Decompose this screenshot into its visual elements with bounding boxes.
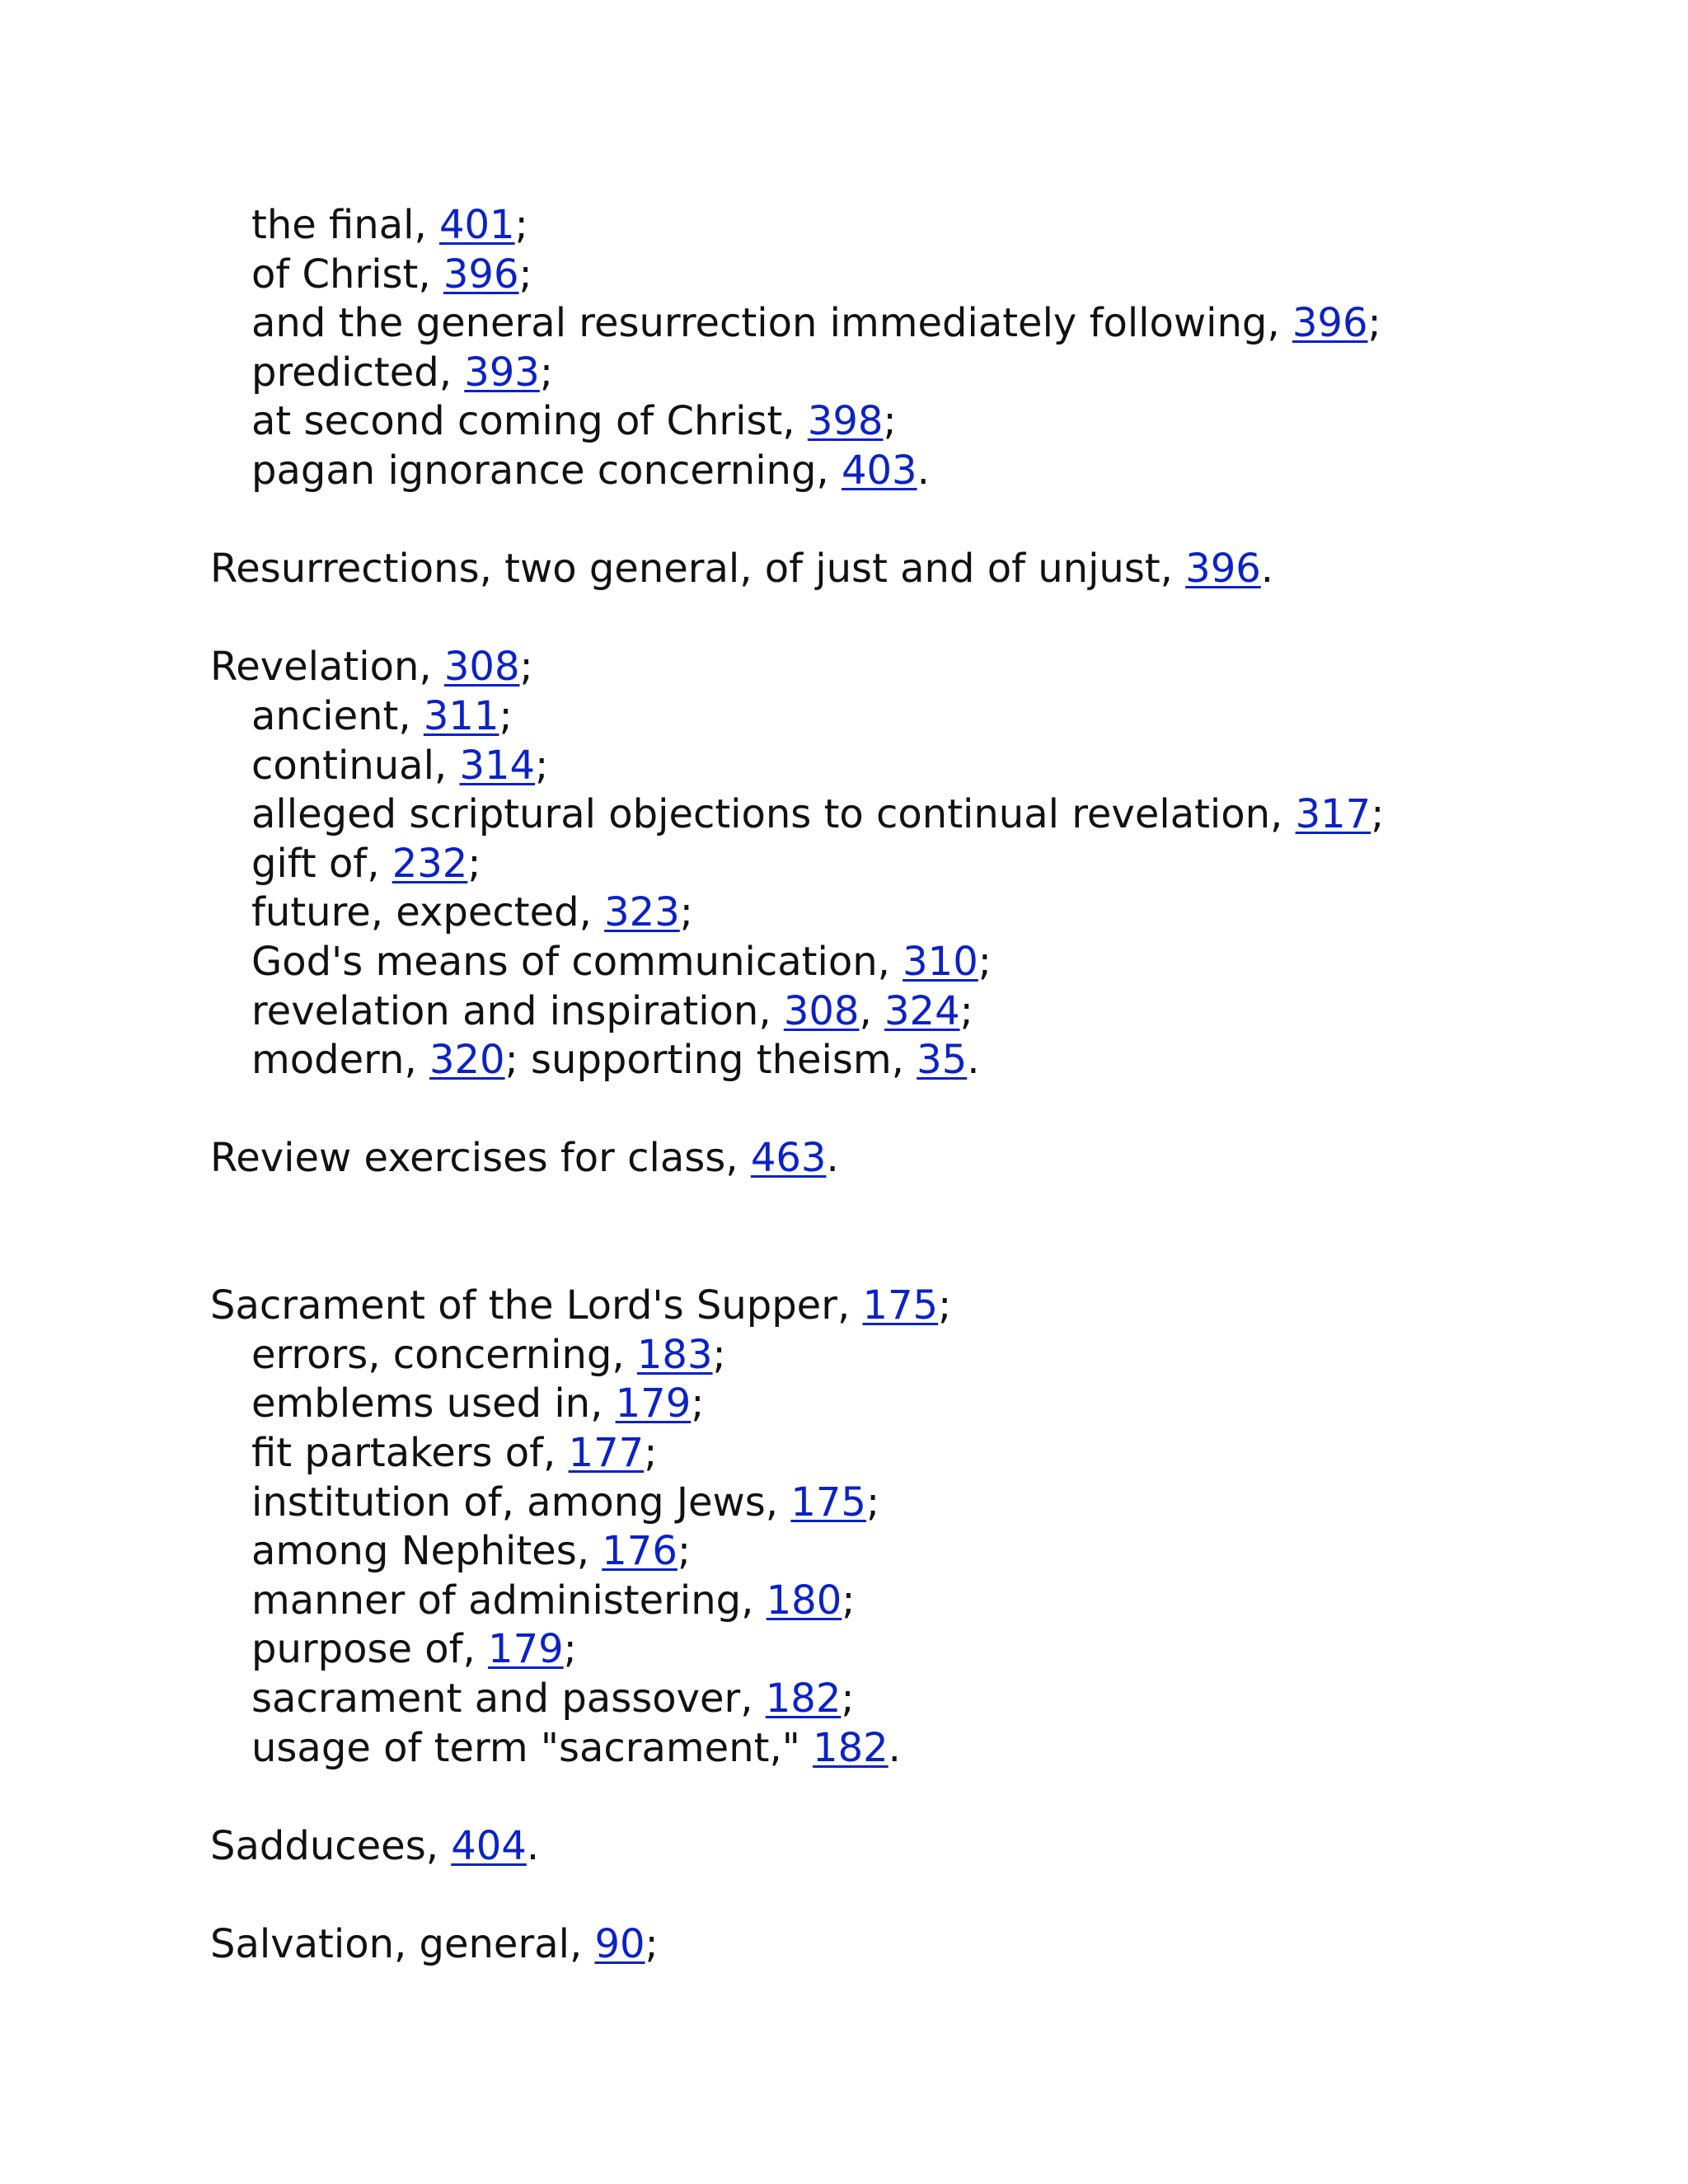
index-subentry (251, 200, 528, 250)
entry-text: . (967, 1037, 980, 1083)
entry-text: ; (563, 1626, 577, 1672)
index-subentry (251, 937, 992, 987)
page-link[interactable]: 396 (443, 251, 519, 298)
entry-text: Resurrections, two general, of just and of unjust, (210, 546, 1186, 592)
entry-text: ; (691, 1380, 705, 1427)
index-entry (210, 1821, 539, 1871)
entry-text: Salvation, general, (210, 1921, 595, 1967)
entry-text: and the general resurrection immediately following, (251, 300, 1292, 346)
page-link[interactable]: 324 (884, 988, 960, 1034)
page-link[interactable]: 393 (464, 349, 540, 396)
entry-text: ; (1367, 300, 1381, 346)
entry-text: ; (841, 1675, 855, 1722)
entry-text: ; (679, 889, 693, 935)
page-link[interactable]: 35 (917, 1037, 968, 1083)
index-entry (210, 642, 533, 691)
index-subentry (251, 691, 513, 741)
entry-text: fit partakers of, (251, 1430, 569, 1476)
page-link[interactable]: 320 (429, 1037, 505, 1083)
page-link[interactable]: 179 (488, 1626, 564, 1672)
entry-text: institution of, among Jews, (251, 1479, 791, 1526)
entry-text: among Nephites, (251, 1528, 603, 1574)
entry-text: ; (644, 1430, 658, 1476)
index-subentry (251, 1674, 855, 1723)
index-subentry (251, 1624, 577, 1674)
entry-text: gift of, (251, 841, 392, 887)
entry-text: sacrament and passover, (251, 1675, 766, 1722)
page-link[interactable]: 308 (443, 644, 520, 690)
page-link[interactable]: 310 (903, 939, 978, 985)
entry-text: ; (467, 841, 481, 887)
entry-text: ; (677, 1528, 692, 1574)
entry-text: at second coming of Christ, (251, 398, 808, 444)
index-entry (210, 544, 1273, 593)
index-entry (210, 1281, 951, 1330)
page-link[interactable]: 232 (392, 841, 468, 887)
index-subentry (251, 1526, 691, 1576)
index-subentry (251, 741, 548, 790)
index-entry (210, 1133, 839, 1183)
entry-text: ancient, (251, 693, 424, 739)
index-subentry (251, 1379, 704, 1428)
page-link[interactable]: 175 (790, 1479, 866, 1526)
page-link[interactable]: 308 (783, 988, 860, 1034)
entry-text: , (859, 988, 884, 1034)
entry-text: future, expected, (251, 889, 605, 935)
page-link[interactable]: 396 (1292, 300, 1368, 346)
entry-text: ; (938, 1282, 952, 1329)
entry-text: ; (539, 349, 554, 396)
page-link[interactable]: 176 (602, 1528, 678, 1574)
page-link[interactable]: 317 (1295, 791, 1372, 837)
entry-text: ; supporting theism, (504, 1037, 917, 1083)
entry-text: ; (959, 988, 973, 1034)
entry-text: ; (712, 1332, 726, 1378)
entry-text: ; (535, 743, 549, 789)
entry-text: of Christ, (251, 251, 443, 298)
page-link[interactable]: 398 (807, 398, 884, 444)
index-subentry (251, 1428, 657, 1478)
entry-text: ; (499, 693, 513, 739)
index-subentry (251, 888, 693, 937)
page-link[interactable]: 463 (750, 1135, 827, 1181)
page-link[interactable]: 314 (459, 743, 536, 789)
page-link[interactable]: 90 (594, 1921, 645, 1967)
page-link[interactable]: 403 (841, 448, 917, 494)
entry-text: ; (645, 1921, 659, 1967)
entry-text: errors, concerning, (251, 1332, 637, 1378)
page-link[interactable]: 182 (813, 1725, 889, 1771)
page-link[interactable]: 182 (765, 1675, 842, 1722)
entry-text: ; (1371, 791, 1385, 837)
entry-text: . (526, 1823, 540, 1869)
index-subentry (251, 1723, 901, 1773)
entry-text: ; (519, 644, 533, 690)
entry-text: alleged scriptural objections to continual revelation, (251, 791, 1296, 837)
entry-text: Review exercises for class, (210, 1135, 751, 1181)
entry-text: Revelation, (210, 644, 444, 690)
entry-text: the final, (251, 202, 439, 248)
entry-text: ; (883, 398, 897, 444)
entry-text: . (888, 1725, 901, 1771)
index-subentry (251, 1330, 726, 1380)
entry-text: . (917, 448, 930, 494)
page-link[interactable]: 311 (423, 693, 499, 739)
page-link[interactable]: 180 (766, 1577, 842, 1624)
index-subentry (251, 348, 553, 397)
page-link[interactable]: 323 (604, 889, 680, 935)
entry-text: manner of administering, (251, 1577, 767, 1624)
index-subentry (251, 298, 1381, 348)
index-subentry (251, 839, 481, 888)
index-subentry (251, 446, 930, 495)
entry-text: purpose of, (251, 1626, 489, 1672)
index-subentry (251, 1035, 980, 1085)
index-subentry (251, 987, 973, 1036)
entry-text: Sacrament of the Lord's Supper, (210, 1282, 863, 1329)
index-subentry (251, 790, 1384, 839)
page-link[interactable]: 183 (636, 1332, 713, 1378)
entry-text: modern, (251, 1037, 429, 1083)
entry-text: . (826, 1135, 839, 1181)
index-subentry (251, 1478, 879, 1527)
entry-text: usage of term "sacrament," (251, 1725, 814, 1771)
page-link[interactable]: 175 (862, 1282, 939, 1329)
entry-text: revelation and inspiration, (251, 988, 784, 1034)
entry-text: ; (865, 1479, 880, 1526)
entry-text: ; (518, 251, 532, 298)
entry-text: ; (514, 202, 528, 248)
entry-text: continual, (251, 743, 460, 789)
entry-text: ; (842, 1577, 856, 1624)
page-link[interactable]: 404 (451, 1823, 527, 1869)
entry-text: Sadducees, (210, 1823, 452, 1869)
page-link[interactable]: 396 (1185, 546, 1261, 592)
index-entry (210, 1919, 659, 1969)
page-link[interactable]: 179 (615, 1380, 692, 1427)
page-link[interactable]: 401 (438, 202, 515, 248)
entry-text: predicted, (251, 349, 465, 396)
index-subentry (251, 250, 532, 299)
page-link[interactable]: 177 (568, 1430, 645, 1476)
index-subentry (251, 396, 897, 446)
entry-text: ; (978, 939, 992, 985)
index-subentry (251, 1576, 855, 1625)
entry-text: emblems used in, (251, 1380, 616, 1427)
entry-text: pagan ignorance concerning, (251, 448, 842, 494)
entry-text: . (1260, 546, 1274, 592)
entry-text: God's means of communication, (251, 939, 903, 985)
